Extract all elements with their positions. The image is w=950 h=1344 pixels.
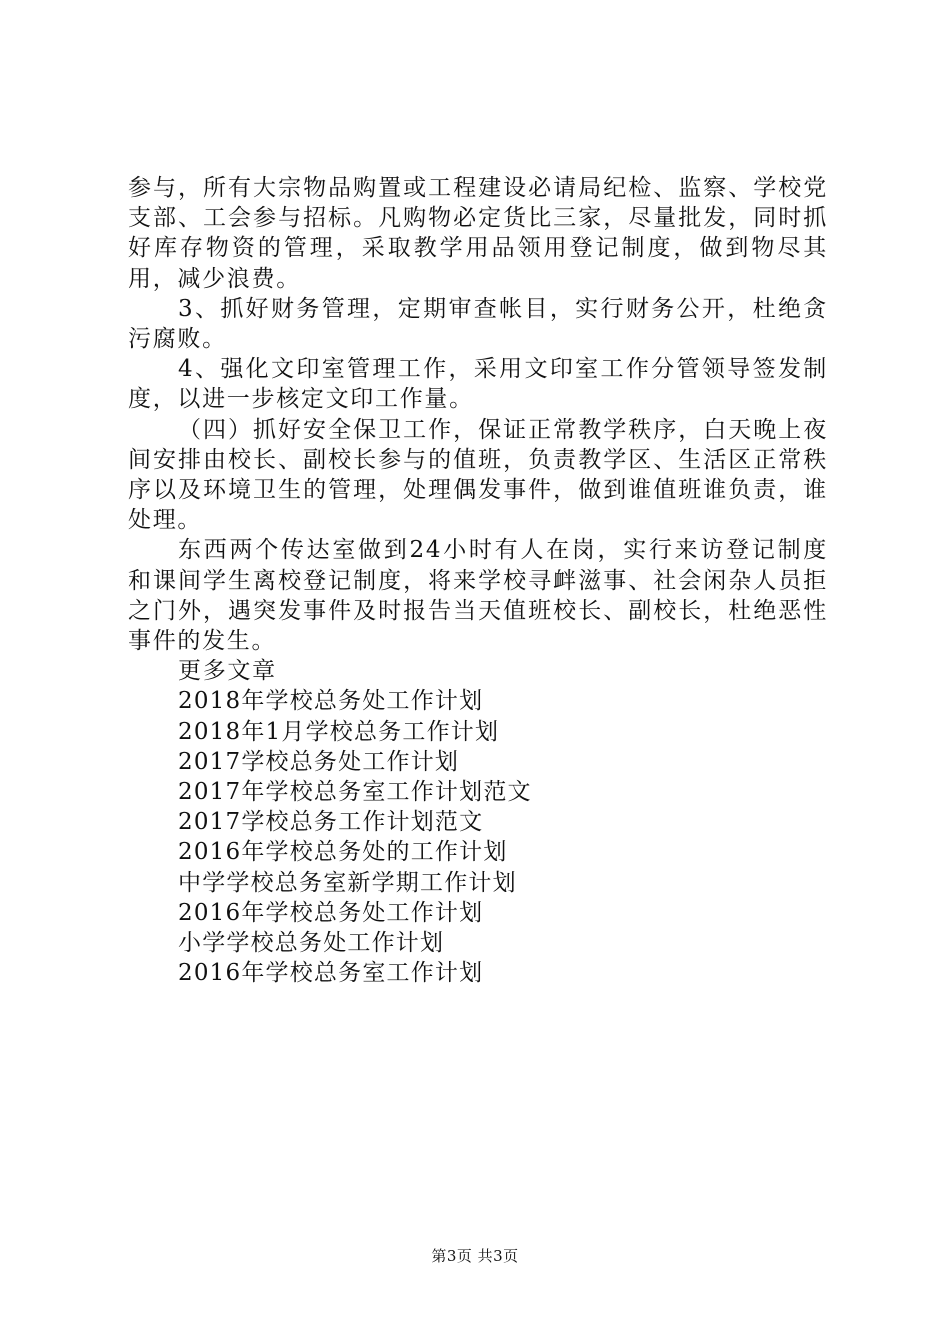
article-link[interactable]: 2016年学校总务处工作计划	[178, 899, 484, 926]
paragraph-continuation: 参与，所有大宗物品购置或工程建设必请局纪检、监察、学校党支部、工会参与招标。凡购物必定货比三家，尽量批发，同时抓好库存物资的管理，采取教学用品领用登记制度，做到物尽其用，减少浪费。	[128, 175, 828, 292]
article-link[interactable]: 2017学校总务处工作计划	[178, 748, 460, 775]
article-link[interactable]: 2018年1月学校总务工作计划	[178, 718, 500, 745]
article-link[interactable]: 2017年学校总务室工作计划范文	[178, 779, 532, 806]
more-articles-list	[128, 686, 828, 988]
paragraph-finance: 3、抓好财务管理，定期审查帐目，实行财务公开，杜绝贪污腐败。	[128, 295, 828, 353]
paragraph-security: （四）抓好安全保卫工作，保证正常教学秩序，白天晚上夜间安排由校长、副校长参与的值班，负责教学区、生活区正常秩序以及环境卫生的管理，处理偶发事件，做到谁值班谁负责，谁处理。	[128, 416, 828, 534]
document-body	[128, 173, 828, 988]
article-link[interactable]: 2017学校总务工作计划范文	[178, 809, 484, 836]
article-link[interactable]: 2016年学校总务室工作计划	[178, 960, 484, 987]
more-articles-heading: 更多文章	[178, 658, 277, 685]
paragraph-reception: 东西两个传达室做到24小时有人在岗，实行来访登记制度和课间学生离校登记制度，将来学校寻衅滋事、社会闲杂人员拒之门外，遇突发事件及时报告当天值班校长、副校长，杜绝恶性事件的发生。	[128, 537, 828, 655]
article-link[interactable]: 小学学校总务处工作计划	[178, 930, 445, 957]
page-footer: 第3页 共3页	[431, 1247, 519, 1265]
article-link[interactable]: 2018年学校总务处工作计划	[178, 688, 484, 715]
article-link[interactable]: 中学学校总务室新学期工作计划	[178, 869, 517, 896]
article-link[interactable]: 2016年学校总务处的工作计划	[178, 839, 508, 866]
paragraph-print-room: 4、强化文印室管理工作，采用文印室工作分管领导签发制度，以进一步核定文印工作量。	[128, 356, 828, 413]
